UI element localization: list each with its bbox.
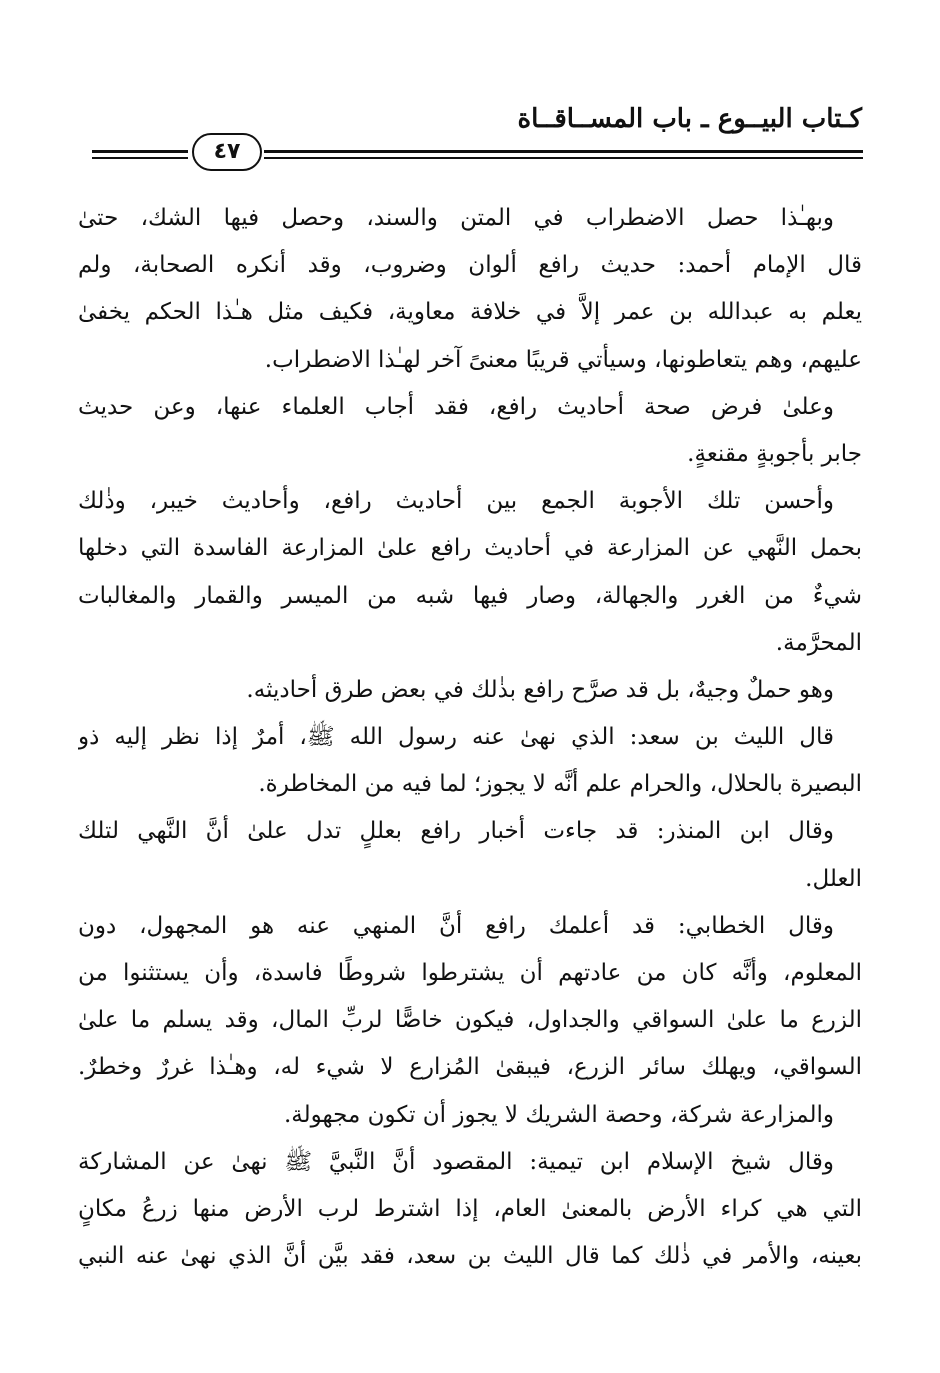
text-line: جابر بأجوبةٍ مقنعةٍ.: [687, 440, 862, 467]
text-line: البصيرة بالحلال، والحرام علم أنَّه لا يجوز؛ لما فيه من المخاطرة.: [258, 771, 862, 798]
header-rule-left-thin: [92, 157, 188, 159]
text-line: شيءٌ من الغرر والجهالة، وصار فيها شبه من الميسر والقمار والمغالبات: [78, 582, 862, 609]
text-line: وقال الخطابي: قد أعلمك رافع أنَّ المنهي عنه هو المجهول، دون: [78, 912, 834, 939]
text-line: العلل.: [805, 865, 862, 892]
header-rule-left-thick: [92, 150, 188, 153]
text-line: وأحسن تلك الأجوبة الجمع بين أحاديث رافع، وأحاديث خيبر، وذٰلك: [78, 488, 834, 515]
text-line: المحرَّمة.: [775, 629, 862, 656]
text-line: قال الليث بن سعد: الذي نهىٰ عنه رسول الله ﷺ، أمرٌ إذا نظر إليه ذو: [78, 724, 834, 751]
page-number: ٤٧: [213, 139, 241, 164]
body-text: [78, 195, 862, 1280]
page-number-badge: [192, 133, 262, 171]
text-line: الزرع ما علىٰ السواقي والجداول، فيكون خاصًّا لربِّ المال، وقد يسلم ما علىٰ: [78, 1007, 862, 1034]
text-line: وهو حملٌ وجيهٌ، بل قد صرَّح رافع بذٰلك في بعض طرق أحاديثه.: [246, 676, 834, 703]
header-rule-right-thin: [264, 157, 863, 159]
text-line: بعينه، والأمر في ذٰلك كما قال الليث بن سعد، فقد بيَّن أنَّ الذي نهىٰ عنه النبي: [78, 1243, 862, 1270]
text-line: عليهم، وهم يتعاطونها، وسيأتي قريبًا معنىً آخر لهـٰذا الاضطراب.: [264, 346, 862, 373]
running-header-title: كـتاب البيــوع ـ باب المســاقــاة: [517, 104, 862, 134]
text-line: وبهـٰذا حصل الاضطراب في المتن والسند، وحصل فيها الشك، حتىٰ: [78, 205, 834, 231]
text-line: والمزارعة شركة، وحصة الشريك لا يجوز أن تكون مجهولة.: [283, 1101, 834, 1128]
text-line: وقال ابن المنذر: قد جاءت أخبار رافع بعللٍ تدل علىٰ أنَّ النَّهي لتلك: [78, 818, 834, 845]
text-line: التي هي كراء الأرض بالمعنىٰ العام، إذا اشترط لرب الأرض منها زرعُ مكانٍ: [78, 1195, 862, 1222]
text-line: المعلوم، وأنَّه كان من عادتهم أن يشترطوا شروطًا فاسدة، وأن يستثنوا من: [78, 960, 862, 986]
text-line: وقال شيخ الإسلام ابن تيمية: المقصود أنَّ النَّبيَّ ﷺ نهىٰ عن المشاركة: [78, 1148, 834, 1175]
text-line: بحمل النَّهي عن المزارعة في أحاديث رافع علىٰ المزارعة الفاسدة التي دخلها: [78, 535, 862, 562]
text-line: يعلم به عبدالله بن عمر إلاَّ في خلافة معاوية، فكيف مثل هـٰذا الحكم يخفىٰ: [78, 299, 862, 326]
text-line: السواقي، ويهلك سائر الزرع، فيبقىٰ المُزارع لا شيء له، وهـٰذا غررٌ وخطرٌ.: [78, 1054, 862, 1081]
header-rule-right-thick: [264, 150, 863, 153]
text-line: وعلىٰ فرض صحة أحاديث رافع، فقد أجاب العلماء عنها، وعن حديث: [78, 393, 834, 420]
text-line: قال الإمام أحمد: حديث رافع ألوان وضروب، وقد أنكره الصحابة، ولم: [78, 252, 862, 279]
